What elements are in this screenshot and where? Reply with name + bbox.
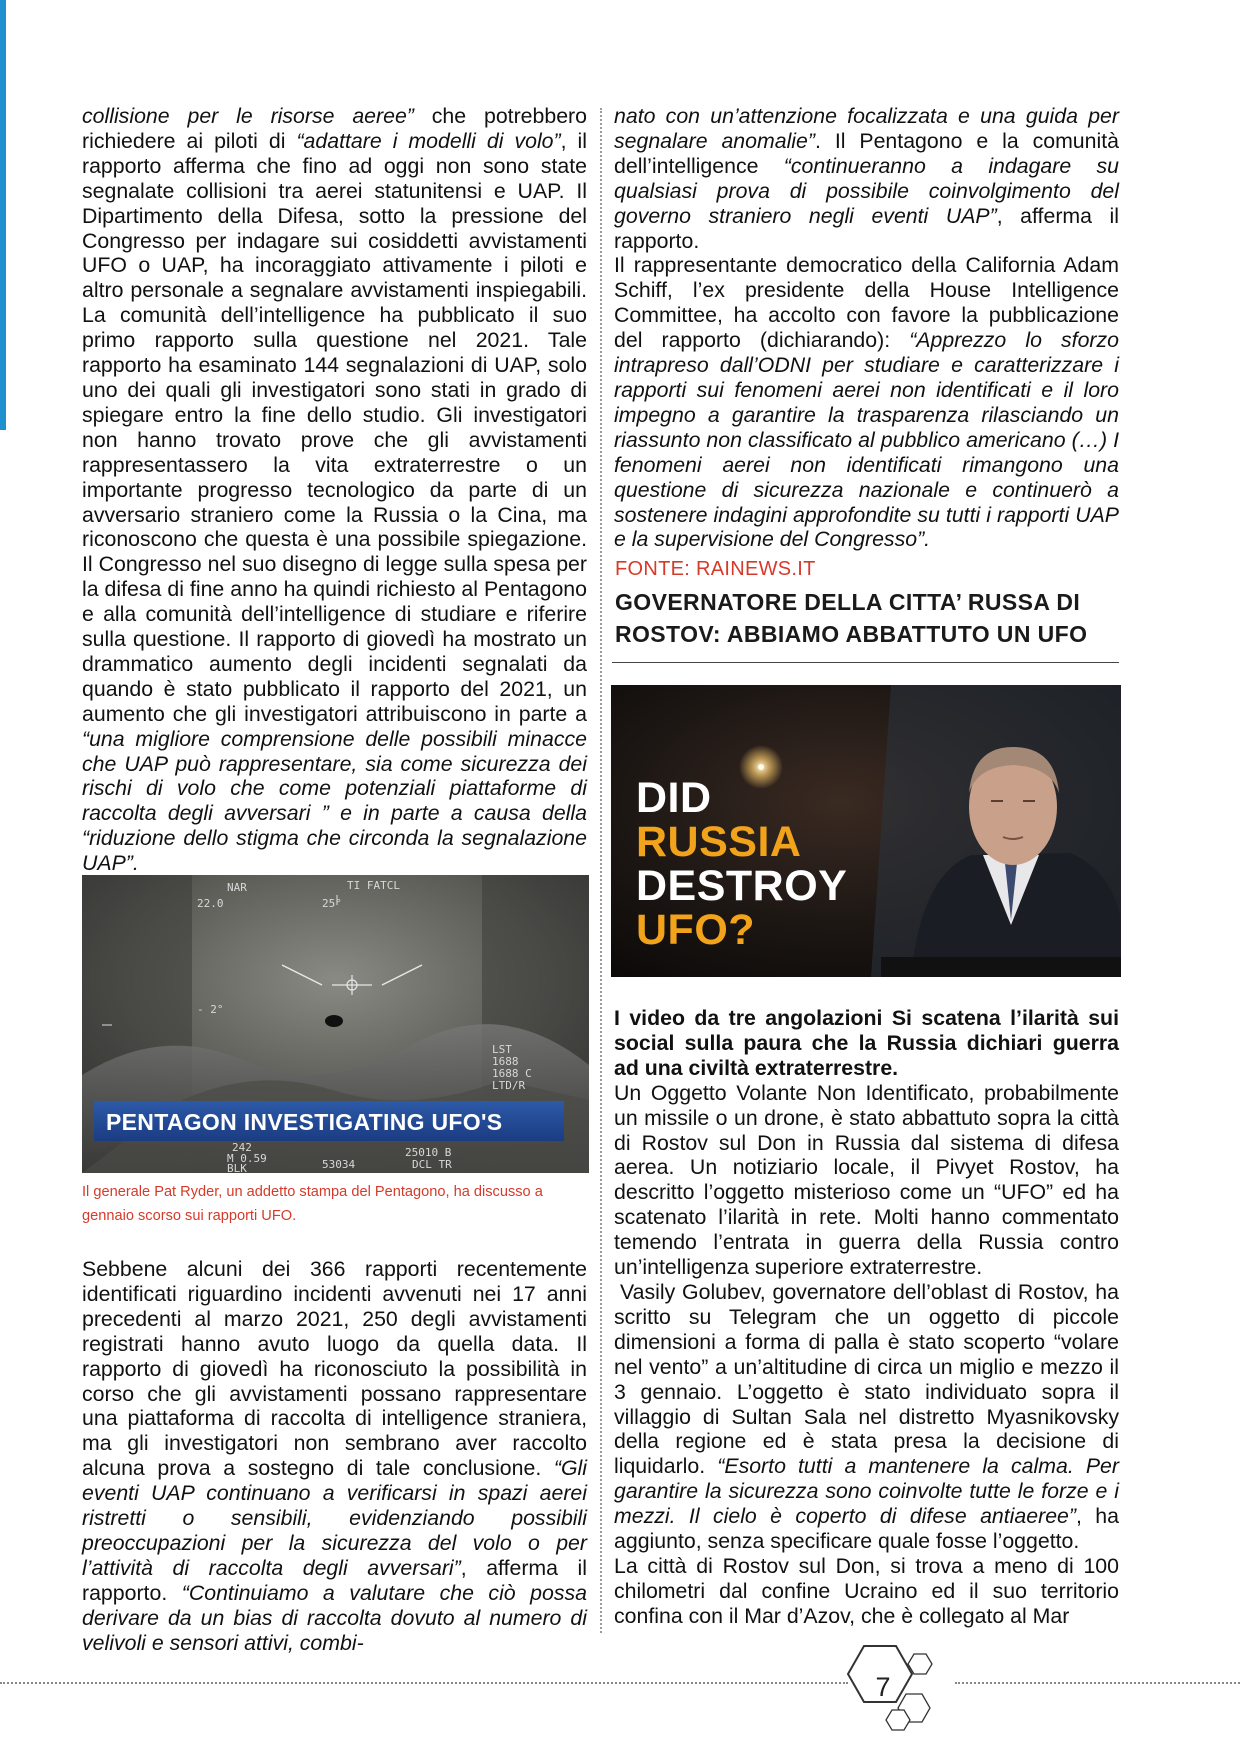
italic-text-run: collisione per le risorse aeree” — [82, 104, 414, 128]
italic-text-run: “Esorto tutti a mantenere la calma. Per garantire la sicurezza sono coinvolte tutte le forze e i mezzi. Il cielo è coperto di difese antiaeree” — [614, 1454, 1119, 1529]
text-run: , afferma il rapporto. — [614, 203, 1120, 253]
left-column-top-text — [82, 104, 587, 876]
italic-text-run: “continueranno a indagare su qualsiasi prova di possibile coinvolgimento del governo straniero negli eventi UAP” — [614, 153, 1120, 228]
article-paragraph — [614, 253, 1119, 552]
article-paragraph — [614, 104, 1119, 253]
italic-text-run: e in parte a causa della — [328, 801, 587, 826]
italic-text-run: “Apprezzo lo sforzo intrapreso dall’ODNI per studiare e caratterizzare i rapporti sui fenomeni aerei non identificati e il loro impegno a garantire la trasparenza rilasciando un riassunto non classificato al pubblico americano (…) I fenomeni aerei non identificati rimangono una questione di sicurezza nazionale e continuerò a sostenere indagini approfondite su tutti i rapporti UAP e la supervisione del Congresso”. — [614, 328, 1119, 552]
footer-rule — [955, 1682, 1240, 1684]
text-run: . Il Pentagono e la comunità dell’intelligence — [614, 128, 1119, 178]
source-label: FONTE: RAINEWS.IT — [615, 558, 816, 580]
right-column-bottom-text — [614, 1006, 1119, 1629]
article-lead: I video da tre angolazioni Si scatena l’ilarità sui social sulla paura che la Russia dichiari guerra ad una civiltà extraterrestre. — [614, 1006, 1119, 1080]
italic-text-run: “Gli eventi UAP continuano a verificarsi in spazi aerei ristretti o sensibili, evidenziando possibili preoccupazioni per la sicurezza del volo o per l’attività di raccolta degli avversari” — [82, 1456, 587, 1580]
russia-ufo-photo — [611, 685, 1121, 977]
headline-rule — [612, 662, 1119, 663]
right-column-top-text — [614, 104, 1119, 552]
hud-readout: NAR — [227, 881, 247, 894]
article-paragraph — [82, 104, 587, 876]
article-paragraph: Un Oggetto Volante Non Identificato, probabilmente un missile o un drone, è stato abbattuto sopra la città di Rostov sul Don in Russia dal sistema di difesa aerea. Un notiziario locale, il Pivyet Rostov, ha descritto l’oggetto misterioso come un “UFO” ed ha scatenato l’ilarità in rete. Molti hanno commentato temendo l’entrata in guerra della Russia contro un’intelligenza superiore extraterrestre. — [614, 1080, 1119, 1280]
article-paragraph — [614, 1280, 1119, 1554]
hud-readout: - 2° — [197, 1003, 224, 1016]
pentagon-ufo-photo — [82, 875, 589, 1173]
footer-rule — [0, 1682, 848, 1684]
italic-text-run: “riduzione dello stigma che circonda la segnalazione UAP”. — [82, 826, 587, 876]
hud-readout: 25° — [322, 897, 342, 910]
article-headline: GOVERNATORE DELLA CITTA’ RUSSA DI ROSTOV: ABBIAMO ABBATTUTO UN UFO — [615, 589, 1088, 647]
page-edge-marker — [0, 0, 6, 430]
text-run: Il rappresentante democratico della California Adam Schiff, l’ex presidente della House Intelligence Committee, ha accolto con favore la pubblicazione del rapporto (dichiarando): — [614, 253, 1119, 353]
text-run: Vasily Golubev, governatore dell’oblast di Rostov, ha scritto su Telegram che un oggetto di piccole dimensioni a forma di palla è stato scoperto “volare nel vento” a un’altitudine di circa un miglio e mezzo il 3 gennaio. L’oggetto è stato individuato sopra il villaggio di Sultan Sala nel distretto Myasnikovsky della regione ed è stata presa la decisione di liquidarlo. — [614, 1279, 1119, 1479]
hud-readout: LTD/R — [492, 1079, 526, 1092]
news-banner-text: PENTAGON INVESTIGATING UFO'S — [106, 1109, 503, 1135]
hud-readout: DCL TR — [412, 1158, 452, 1171]
hud-readout: 242 — [232, 1141, 252, 1154]
hud-readout: M 0.59 — [227, 1152, 267, 1165]
italic-text-run: “adattare i modelli di volo” — [296, 128, 561, 153]
hud-readout: TI FATCL — [347, 879, 400, 892]
photo-caption: Il generale Pat Ryder, un addetto stampa del Pentagono, ha discusso a gennaio scorso sui rapporti UFO. — [82, 1184, 543, 1224]
italic-text-run: “una migliore comprensione delle possibili minacce che UAP può rappresentare, sia come sicurezza dei rischi di volo che come potenziali piattaforme di raccolta degli avversari ” — [82, 726, 587, 826]
hud-readout: 25010 B — [405, 1146, 452, 1159]
overlay-title-line: UFO? — [636, 906, 756, 954]
page-number: 7 — [875, 1672, 891, 1702]
column-divider — [600, 108, 602, 1633]
hud-readout: 53034 — [322, 1158, 356, 1171]
hud-readout: LST — [492, 1043, 512, 1056]
hud-readout: 1688 C — [492, 1067, 532, 1080]
hud-readout: 1688 — [492, 1055, 519, 1068]
text-run: , ha aggiunto, senza specificare quale fosse l’oggetto. — [614, 1504, 1119, 1554]
text-run: , il rapporto afferma che fino ad oggi non sono state segnalate collisioni tra aerei statunitensi e UAP. Il Dipartimento della Difesa, sotto la pressione del Congresso per indagare sui cosiddetti avvistamenti UFO o UAP, ha incoraggiato attivamente i piloti e altro personale a segnalare avvistamenti inspiegabili. La comunità dell’intelligence ha pubblicato il suo primo rapporto sulla questione nel 2021. Tale rapporto ha esaminato 144 segnalazioni di UAP, solo uno dei quali gli investigatori sono stati in grado di spiegare entro la fine dello studio. Gli investigatori non hanno trovato prove che gli avvistamenti rappresentassero la vita extraterrestre o un importante progresso tecnologico da parte di un avversario straniero come la Russia o la Cina, ma riconoscono che questa è una possibile spiegazione. Il Congresso nel suo disegno di legge sulla spesa per la difesa di fine anno ha quindi richiesto al Pentagono e alla comunità dell’intelligence di studiare e riferire sulla questione. Il rapporto di giovedì ha mostrato un drammatico aumento degli incidenti segnalati da quando è stato pubblicato il rapporto del 2021, un aumento che gli investigatori attribuiscono in parte a — [82, 128, 587, 726]
text-run: Sebbene alcuni dei 366 rapporti recentemente identificati riguardino incidenti avvenuti nei 17 anni precedenti al marzo 2021, 250 degli avvistamenti registrati hanno avuto luogo da quella data. Il rapporto di giovedì ha riconosciuto la possibilità in corso che gli avvistamenti possano rappresentare una piattaforma di raccolta di intelligence straniera, ma gli investigatori non sembrano aver raccolto alcuna prova a sostegno di tale conclusione. — [82, 1257, 587, 1481]
article-paragraph — [82, 1257, 587, 1656]
italic-text-run: “Continuiamo a valutare che ciò possa derivare da un bias di raccolta dovuto al numero di velivoli e sensori attivi, combi- — [82, 1580, 587, 1655]
hud-readout: BLK — [227, 1162, 247, 1173]
text-run: che potrebbero richiedere ai piloti di — [82, 104, 587, 153]
italic-text-run: nato con un’attenzione focalizzata e una guida per segnalare anomalie” — [614, 104, 1119, 153]
text-run: , afferma il rapporto. — [82, 1555, 587, 1605]
overlay-title-line: DID — [636, 774, 712, 822]
left-column-bottom-text — [82, 1257, 587, 1656]
article-paragraph: La città di Rostov sul Don, si trova a meno di 100 chilometri dal confine Ucraino ed il suo territorio confina con il Mar d’Azov, che è collegato al Mar — [614, 1553, 1119, 1628]
overlay-title-line: RUSSIA — [636, 818, 802, 866]
overlay-title-line: DESTROY — [636, 862, 848, 910]
hud-readout: 22.0 — [197, 897, 224, 910]
